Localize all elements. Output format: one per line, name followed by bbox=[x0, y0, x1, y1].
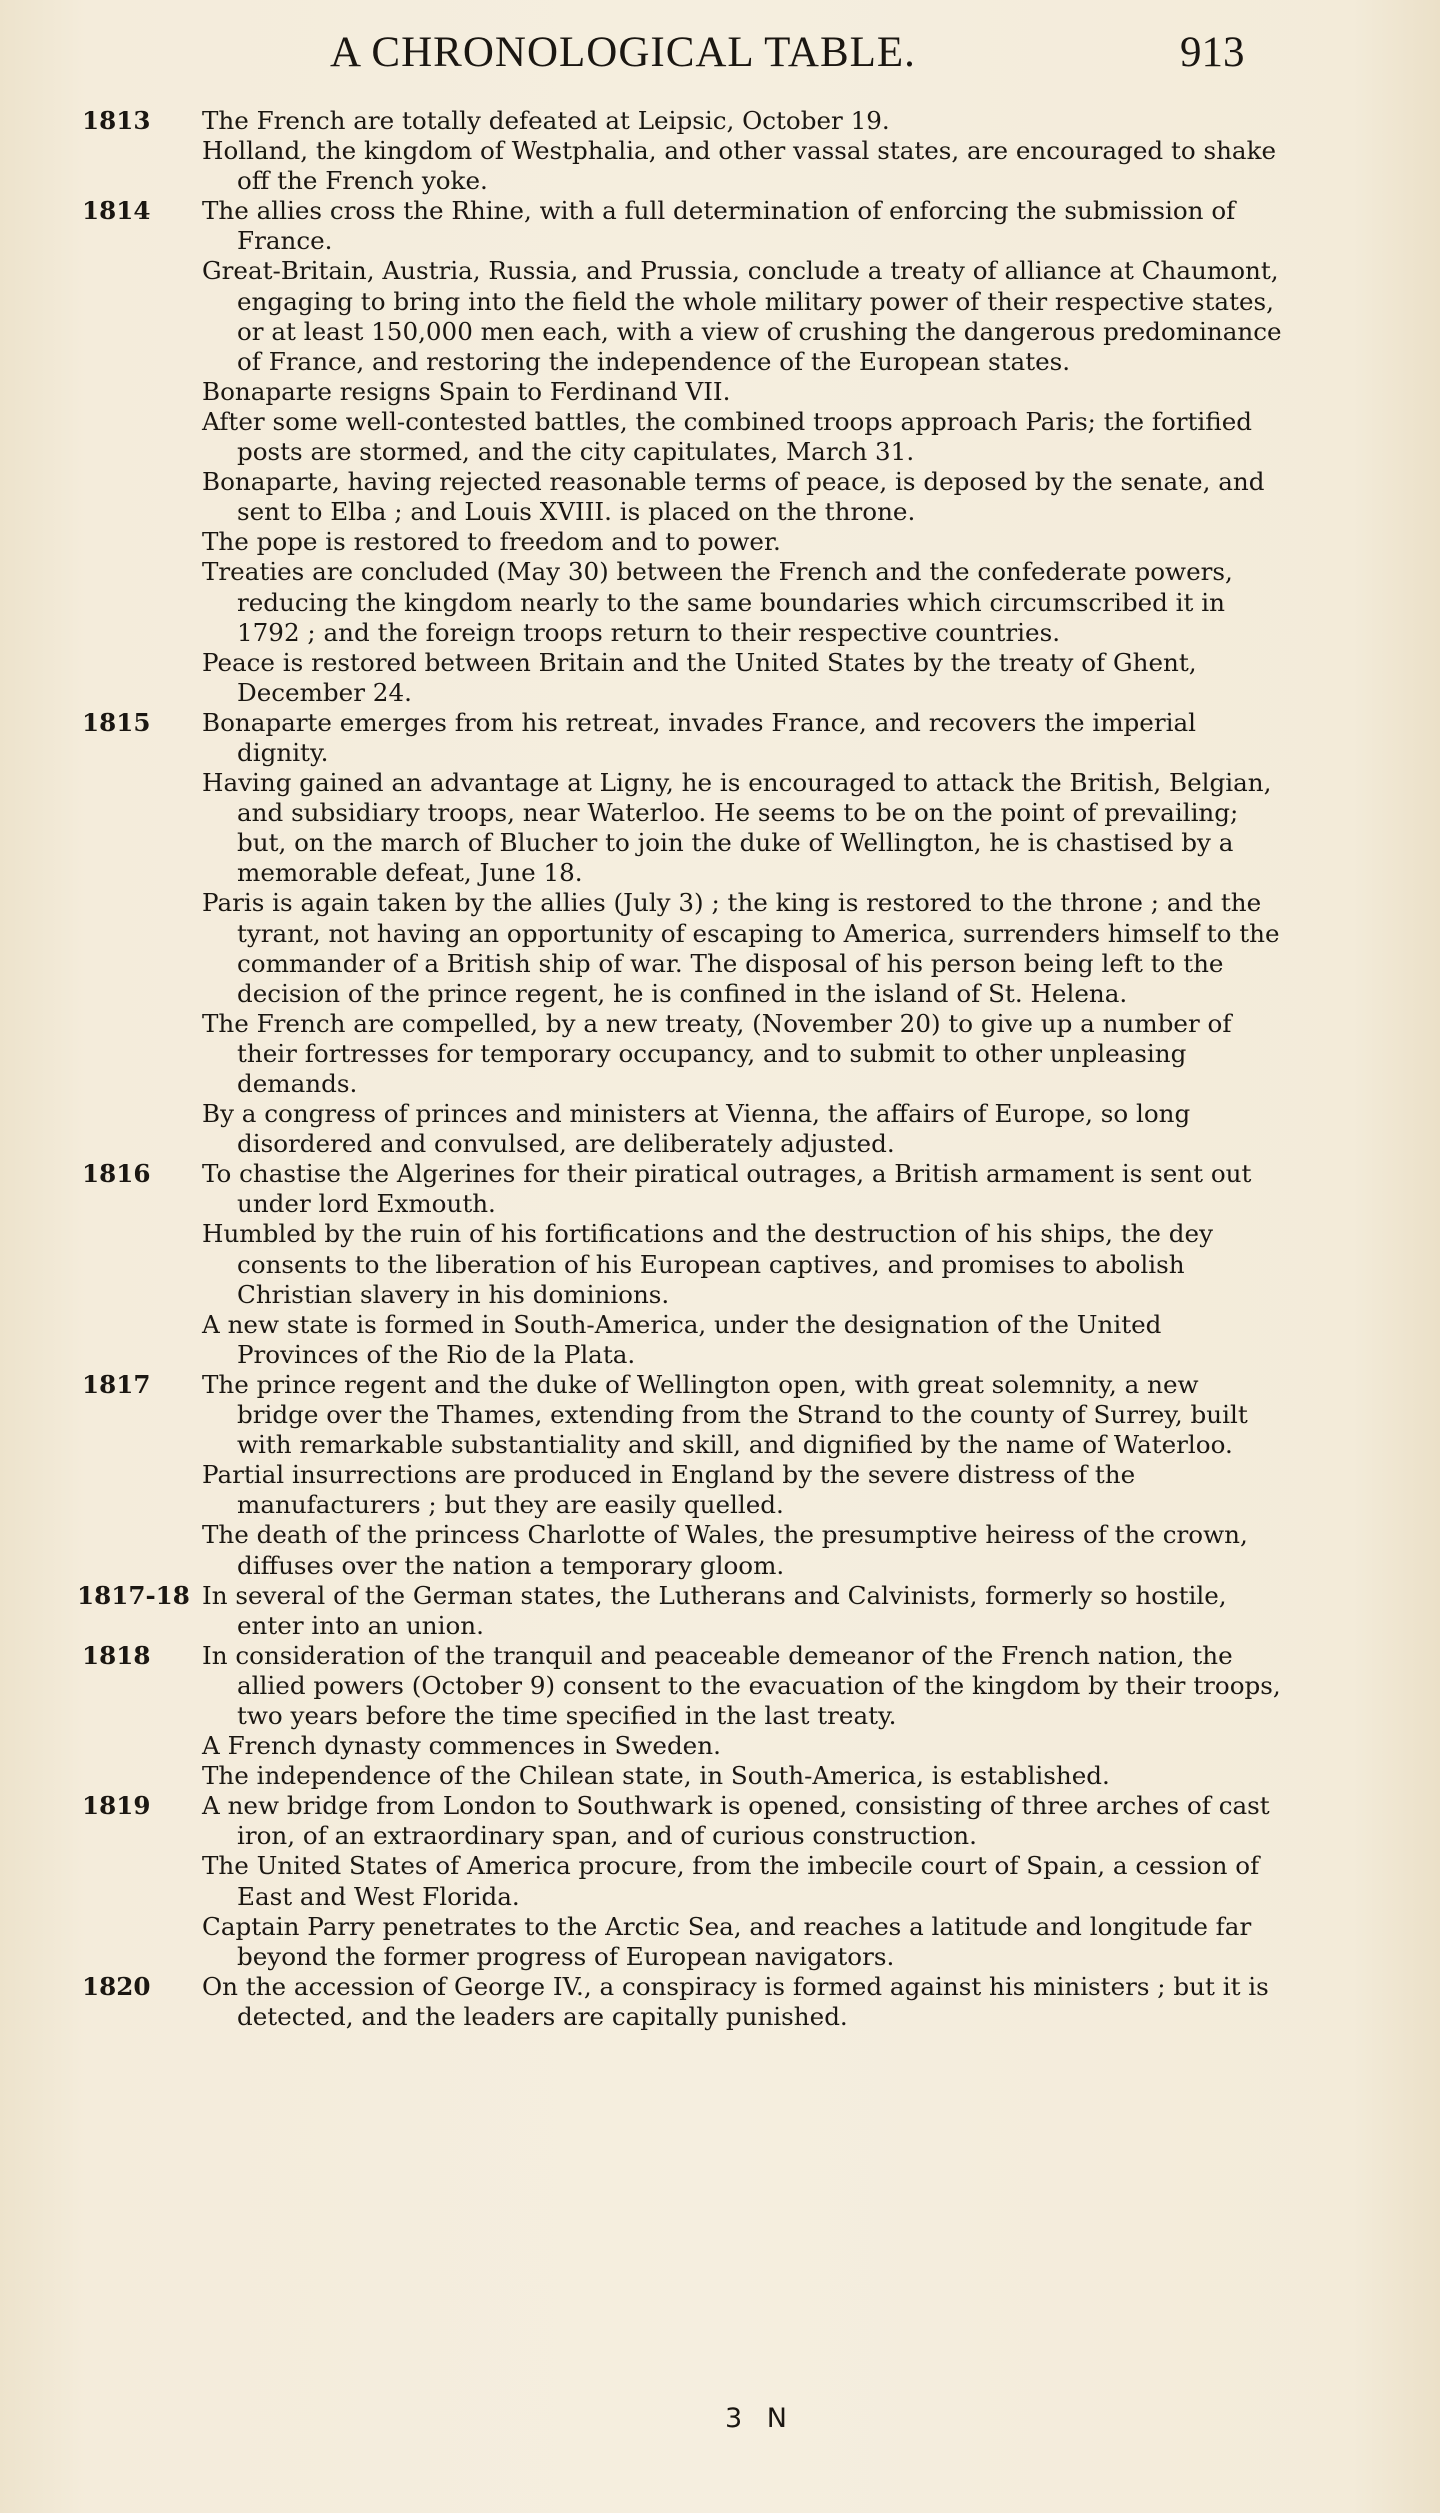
entry-text: The French are compelled, by a new treaty, (November 20) to give up a number of their fortresses for temporary occupancy, and to submit to other unpleasing demands. bbox=[202, 1008, 1232, 1098]
entry-text: The independence of the Chilean state, in South-America, is established. bbox=[202, 1761, 1110, 1791]
entry-year: 1817 bbox=[82, 1369, 151, 1399]
entry-text: Treaties are concluded (May 30) between the French and the confederate powers, reducing the kingdom nearly to the same boundaries which circumscribed it in 1792 ; and the foreign troops return to their respective countries. bbox=[202, 557, 1233, 647]
chronology-entry bbox=[202, 1912, 1282, 1972]
entry-text: Bonaparte resigns Spain to Ferdinand VII. bbox=[202, 376, 731, 406]
entry-text: The pope is restored to freedom and to power. bbox=[202, 527, 781, 557]
entry-text: The United States of America procure, from the imbecile court of Spain, a cession of East and West Florida. bbox=[202, 1851, 1260, 1911]
entry-text: Bonaparte emerges from his retreat, invades France, and recovers the imperial dignity. bbox=[202, 707, 1196, 767]
chronology-entry bbox=[202, 256, 1282, 376]
entry-year: 1819 bbox=[82, 1791, 151, 1821]
chronology-entry bbox=[82, 1640, 1282, 1731]
chronology-entry bbox=[202, 1009, 1282, 1099]
entry-text: To chastise the Algerines for their piratical outrages, a British armament is sent out under lord Exmouth. bbox=[202, 1159, 1252, 1219]
chronology-entry bbox=[202, 888, 1282, 1008]
entry-year: 1818 bbox=[82, 1640, 151, 1670]
chronology-entry bbox=[202, 768, 1282, 888]
entry-year: 1813 bbox=[82, 106, 151, 135]
entry-text: The prince regent and the duke of Wellington open, with great solemnity, a new bridge over the Thames, extending from the Strand to the county of Surrey, built with remarkable substantiality and skill, and dignified by the name of Waterloo. bbox=[202, 1369, 1248, 1460]
chronology-entry bbox=[202, 136, 1282, 196]
page-header bbox=[0, 22, 1440, 82]
entry-text: Partial insurrections are produced in England by the severe distress of the manufacturers ; but they are easily quelled. bbox=[202, 1460, 1136, 1520]
chronology-entry bbox=[202, 1099, 1282, 1159]
entry-year: 1817-18 bbox=[77, 1580, 190, 1610]
chronology-entry bbox=[202, 407, 1282, 467]
chronology-entry bbox=[82, 707, 1282, 768]
chronology-entry bbox=[82, 1369, 1282, 1460]
entry-text: Humbled by the ruin of his fortifications and the destruction of his ships, the dey consents to the liberation of his European captives, and promises to abolish Christian slavery in his dominions. bbox=[202, 1219, 1213, 1309]
entry-text: The death of the princess Charlotte of Wales, the presumptive heiress of the crown, diffuses over the nation a temporary gloom. bbox=[202, 1520, 1248, 1580]
chronology-entry bbox=[202, 648, 1282, 708]
chronology-entry bbox=[202, 1310, 1282, 1370]
entry-text: By a congress of princes and ministers at Vienna, the affairs of Europe, so long disordered and convulsed, are deliberately adjusted. bbox=[202, 1099, 1191, 1159]
entry-year: 1816 bbox=[82, 1159, 151, 1189]
entry-text: In several of the German states, the Lutherans and Calvinists, formerly so hostile, enter into an union. bbox=[202, 1580, 1227, 1640]
entry-text: Captain Parry penetrates to the Arctic Sea, and reaches a latitude and longitude far beyond the former progress of European navigators. bbox=[202, 1911, 1252, 1971]
chronology-entry bbox=[202, 557, 1282, 647]
entry-text: Peace is restored between Britain and the United States by the treaty of Ghent, December 24. bbox=[202, 647, 1197, 707]
chronology-entry bbox=[82, 196, 1282, 256]
entry-text: Paris is again taken by the allies (July 3) ; the king is restored to the throne ; and the tyrant, not having an opportunity of escaping to America, surrenders himself to the commander of a British ship of war. The disposal of his person being left to the decision of the prince regent, he is confined in the island of St. Helena. bbox=[202, 888, 1280, 1008]
entry-text: A new bridge from London to Southwark is opened, consisting of three arches of cast iron, of an extraordinary span, and of curious construction. bbox=[202, 1791, 1270, 1851]
chronology-entry bbox=[202, 467, 1282, 527]
entry-text: On the accession of George IV., a conspiracy is formed against his ministers ; but it is detected, and the leaders are capitally punished. bbox=[202, 1971, 1269, 2031]
entry-year: 1815 bbox=[82, 707, 151, 737]
chronology-entry bbox=[82, 1159, 1282, 1219]
entry-text: A French dynasty commences in Sweden. bbox=[202, 1731, 721, 1761]
entry-text: A new state is formed in South-America, under the designation of the United Provinces of the Rio de la Plata. bbox=[202, 1309, 1162, 1369]
entry-text: In consideration of the tranquil and peaceable demeanor of the French nation, the allied powers (October 9) consent to the evacuation of the kingdom by their troops, two years before the time specified in the last treaty. bbox=[202, 1640, 1281, 1730]
chronology-entry bbox=[77, 1580, 1282, 1641]
entry-text: The allies cross the Rhine, with a full determination of enforcing the submission of France. bbox=[202, 196, 1236, 256]
entry-text: Bonaparte, having rejected reasonable terms of peace, is deposed by the senate, and sent to Elba ; and Louis XVIII. is placed on the throne. bbox=[202, 467, 1265, 527]
entry-text: Holland, the kingdom of Westphalia, and other vassal states, are encouraged to shake off the French yoke. bbox=[202, 136, 1277, 196]
chronology-entry bbox=[202, 377, 1282, 407]
chronology-entry bbox=[82, 106, 1282, 136]
chronology-entry bbox=[202, 527, 1282, 557]
page-number: 913 bbox=[1180, 29, 1245, 76]
chronology-body bbox=[0, 106, 1440, 2032]
chronology-entry bbox=[202, 1851, 1282, 1911]
chronology-entry bbox=[202, 1219, 1282, 1309]
entry-year: 1820 bbox=[82, 1971, 151, 2001]
entry-year: 1814 bbox=[82, 196, 151, 226]
chronology-entry bbox=[82, 1971, 1282, 2032]
printer-signature: 3 N bbox=[725, 2403, 795, 2434]
chronology-entry bbox=[82, 1791, 1282, 1851]
chronology-entry bbox=[202, 1731, 1282, 1761]
chronology-entry bbox=[202, 1761, 1282, 1791]
entry-text: The French are totally defeated at Leipsic, October 19. bbox=[202, 106, 890, 135]
entry-text: After some well-contested battles, the combined troops approach Paris; the fortified posts are stormed, and the city capitulates, March 31. bbox=[202, 406, 1253, 467]
running-title: A CHRONOLOGICAL TABLE. bbox=[330, 29, 916, 76]
entry-text: Having gained an advantage at Ligny, he is encouraged to attack the British, Belgian, and subsidiary troops, near Waterloo. He seems to be on the point of prevailing; but, on the march of Blucher to join the duke of Wellington, he is chastised by a memorable defeat, June 18. bbox=[202, 768, 1272, 888]
chronology-entry bbox=[202, 1520, 1282, 1580]
chronology-entry bbox=[202, 1460, 1282, 1520]
entry-text: Great-Britain, Austria, Russia, and Prussia, conclude a treaty of alliance at Chaumont, engaging to bring into the field the whole military power of their respective states, or at least 150,000 men each, with a view of crushing the dangerous predominance of France, and restoring the independence of the European states. bbox=[202, 256, 1282, 376]
